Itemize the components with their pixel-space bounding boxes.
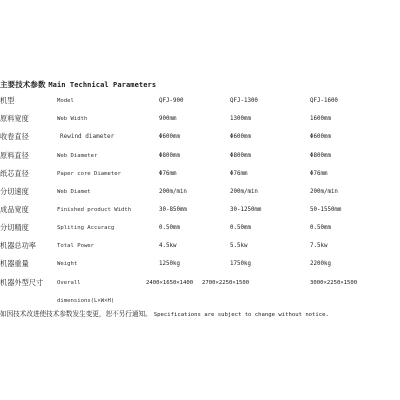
row-label-en: Weight xyxy=(57,261,78,267)
row-label-cn: 分切速度 xyxy=(0,187,29,196)
value-qfj-1300: 2700×2250×1500 xyxy=(202,280,250,286)
value-qfj-900: Φ800mm xyxy=(159,153,180,159)
spec-title-cn: 主要技术参数 xyxy=(0,80,46,89)
value-qfj-900: 2400×1650×1400 xyxy=(146,280,194,286)
row-label-en: Overall xyxy=(57,280,81,286)
row-label-cn: 纸芯直径 xyxy=(0,169,29,178)
row-label-en: Paper core Diameter xyxy=(57,171,121,177)
row-label-en: Model xyxy=(57,98,74,104)
notice-en: Specifications are subject to change without notice. xyxy=(153,312,329,318)
value-qfj-900: Φ76mm xyxy=(159,171,177,177)
value-qfj-900: 200m/min xyxy=(159,189,187,195)
value-qfj-1600: 3000×2250×1500 xyxy=(310,280,358,286)
row-label-en: dimensions(L×W×H) xyxy=(57,298,115,304)
value-qfj-900: 900mm xyxy=(159,116,177,122)
row-label-cn: 机器总功率 xyxy=(0,241,36,250)
value-qfj-1300: QFJ-1300 xyxy=(230,98,258,104)
row-label-cn: 原料宽度 xyxy=(0,114,29,123)
value-qfj-1300: Φ600mm xyxy=(230,134,251,140)
value-qfj-900: 4.5kw xyxy=(159,243,177,249)
value-qfj-1600: 50-1550mm xyxy=(310,207,342,213)
row-label-cn: 分切精度 xyxy=(0,223,29,232)
value-qfj-900: 30-850mm xyxy=(159,207,187,213)
value-qfj-1600: 200m/min xyxy=(310,189,338,195)
row-label-cn: 机器重量 xyxy=(0,259,29,268)
spec-title xyxy=(0,79,156,90)
value-qfj-1600: 1600mm xyxy=(310,116,331,122)
value-qfj-900: Φ600mm xyxy=(159,134,180,140)
row-label-en: Web Diamet xyxy=(57,189,91,195)
value-qfj-1300: Φ76mm xyxy=(230,171,248,177)
spec-change-notice xyxy=(0,308,329,318)
value-qfj-1600: 0.50mm xyxy=(310,225,331,231)
value-qfj-1300: 0.50mm xyxy=(230,225,251,231)
value-qfj-1600: Φ76mm xyxy=(310,171,328,177)
row-label-cn: 原料直径 xyxy=(0,151,29,160)
value-qfj-1600: QFJ-1600 xyxy=(310,98,338,104)
spec-title-en: Main Technical Parameters xyxy=(48,81,157,89)
value-qfj-1300: 1300mm xyxy=(230,116,251,122)
value-qfj-1300: Φ800mm xyxy=(230,153,251,159)
notice-cn: 如因技术改进使技术参数发生变更，恕不另行通知。 xyxy=(0,310,152,318)
spec-row-total-power xyxy=(0,239,400,253)
value-qfj-1300: 1750kg xyxy=(230,261,251,267)
row-label-cn: 机型 xyxy=(0,96,15,105)
spec-row-rewind-diameter xyxy=(0,130,400,144)
row-label-cn: 成品宽度 xyxy=(0,205,29,214)
value-qfj-900: QFJ-900 xyxy=(159,98,184,104)
row-label-en: Finished product Width xyxy=(57,207,132,213)
value-qfj-1600: Φ800mm xyxy=(310,153,331,159)
row-label-en: Rewind diameter xyxy=(60,133,115,140)
spec-row-slitting-speed xyxy=(0,185,400,199)
spec-row-weight xyxy=(0,257,400,271)
value-qfj-1300: 30-1250mm xyxy=(230,207,262,213)
row-label-en: Web Width xyxy=(57,116,88,122)
spec-row-overall-dimensions xyxy=(0,276,400,290)
value-qfj-1300: 200m/min xyxy=(230,189,258,195)
spec-row-slitting-accuracy xyxy=(0,221,400,235)
spec-row-finished-width xyxy=(0,203,400,217)
value-qfj-1300: 5.5kw xyxy=(230,243,248,249)
spec-row-dimensions-unit xyxy=(0,294,400,308)
spec-row-paper-core-diameter xyxy=(0,167,400,181)
row-label-en: Total Power xyxy=(57,243,95,249)
value-qfj-900: 1250kg xyxy=(159,261,180,267)
row-label-en: Spliting Accuracg xyxy=(57,225,115,231)
value-qfj-900: 0.50mm xyxy=(159,225,180,231)
row-label-cn: 收卷直径 xyxy=(0,132,29,141)
row-label-cn: 机器外型尺寸 xyxy=(0,278,44,287)
row-label-en: Web Diameter xyxy=(57,153,98,159)
spec-row-model xyxy=(0,94,400,108)
value-qfj-1600: Φ600mm xyxy=(310,134,331,140)
spec-row-web-width xyxy=(0,112,400,126)
value-qfj-1600: 2200kg xyxy=(310,261,331,267)
value-qfj-1600: 7.5kw xyxy=(310,243,328,249)
spec-row-web-diameter xyxy=(0,149,400,163)
